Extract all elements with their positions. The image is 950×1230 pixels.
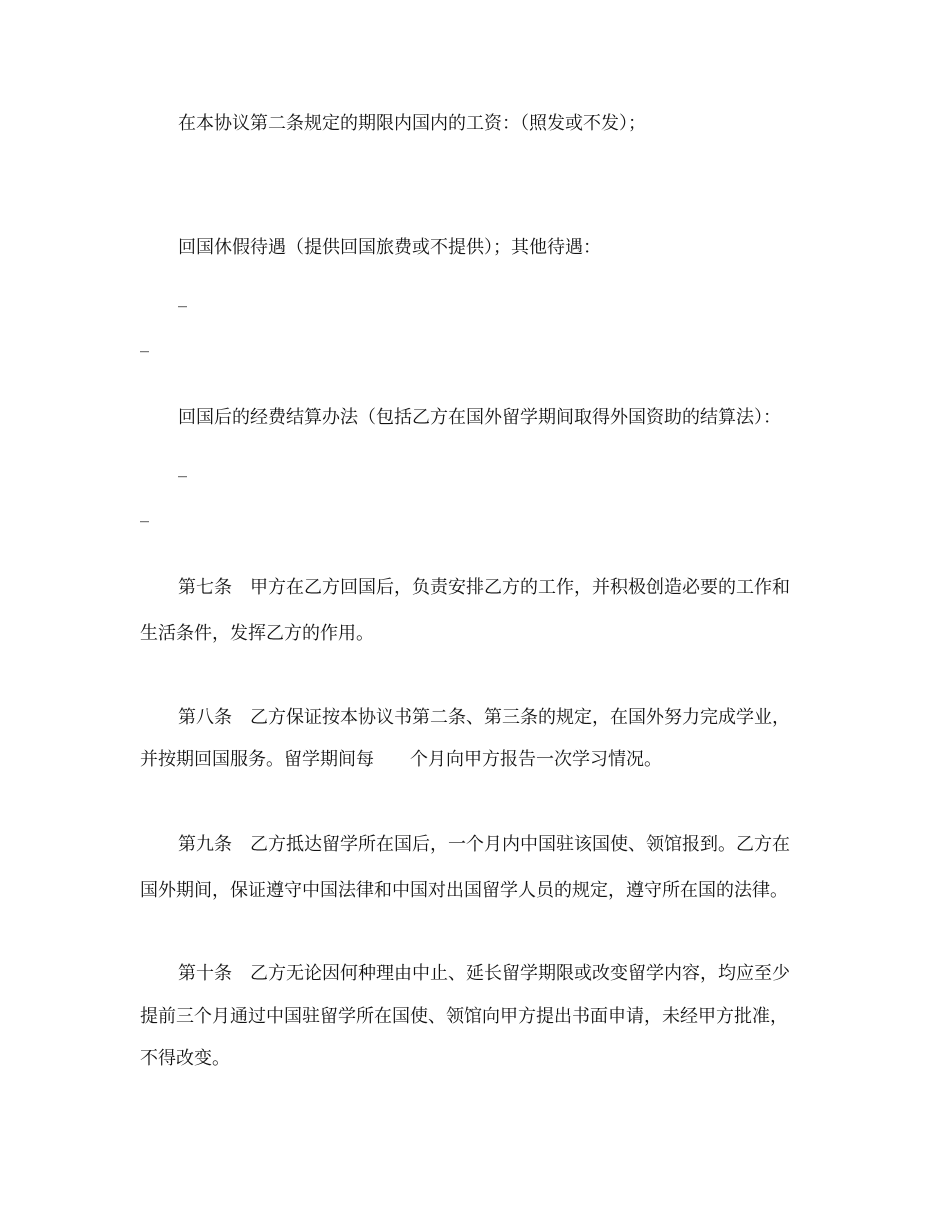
salary-clause-line: 在本协议第二条规定的期限内国内的工资：（照发或不发）； [178, 113, 646, 134]
article-10-line-1: 第十条 乙方无论因何种理由中止、延长留学期限或改变留学内容，均应至少 [178, 963, 790, 984]
blank-fill-line: _ [140, 502, 149, 523]
settlement-clause-line: 回国后的经费结算办法（包括乙方在国外留学期间取得外国资助的结算法）： [178, 407, 781, 428]
blank-fill-line: _ [178, 287, 187, 308]
article-8-line-2: 并按期回国服务。留学期间每 个月向甲方报告一次学习情况。 [140, 749, 662, 770]
article-8-line-1: 第八条 乙方保证按本协议书第二条、第三条的规定，在国外努力完成学业， [178, 707, 790, 728]
article-7-line-2: 生活条件，发挥乙方的作用。 [140, 623, 374, 644]
article-7-line-1: 第七条 甲方在乙方回国后，负责安排乙方的工作，并积极创造必要的工作和 [178, 577, 790, 598]
article-9-line-1: 第九条 乙方抵达留学所在国后，一个月内中国驻该国使、领馆报到。乙方在 [178, 834, 790, 855]
blank-fill-line: _ [178, 457, 187, 478]
home-leave-clause-line: 回国休假待遇（提供回国旅费或不提供）；其他待遇： [178, 237, 601, 258]
article-10-line-2: 提前三个月通过中国驻留学所在国使、领馆向甲方提出书面申请，未经甲方批准， [140, 1006, 788, 1027]
article-10-line-3: 不得改变。 [140, 1048, 230, 1069]
article-9-line-2: 国外期间，保证遵守中国法律和中国对出国留学人员的规定，遵守所在国的法律。 [140, 880, 788, 901]
blank-fill-line: _ [140, 332, 149, 353]
